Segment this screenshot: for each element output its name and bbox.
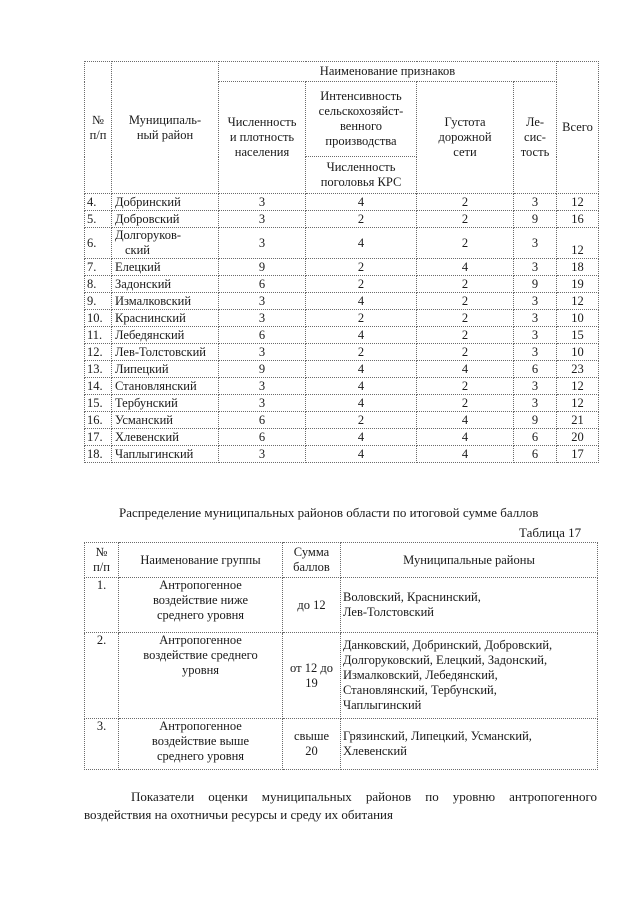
population-score: 3 bbox=[219, 310, 306, 327]
district-name: Усманский bbox=[112, 412, 219, 429]
roads-score: 4 bbox=[417, 446, 514, 463]
group-name: Антропогенное воздействие среднего уровня bbox=[119, 633, 283, 719]
population-score: 6 bbox=[219, 429, 306, 446]
table-row bbox=[85, 259, 599, 276]
header-roads: Густота дорожной сети bbox=[417, 82, 514, 194]
row-number: 7. bbox=[85, 259, 112, 276]
roads-score: 2 bbox=[417, 395, 514, 412]
roads-score: 2 bbox=[417, 327, 514, 344]
table-row bbox=[85, 276, 599, 293]
table-row bbox=[85, 429, 599, 446]
district-name: Чаплыгинский bbox=[112, 446, 219, 463]
roads-score: 2 bbox=[417, 228, 514, 259]
table-row bbox=[85, 578, 598, 633]
cattle-score: 2 bbox=[306, 344, 417, 361]
row-number: 15. bbox=[85, 395, 112, 412]
district-name: Задонский bbox=[112, 276, 219, 293]
forest-score: 3 bbox=[514, 344, 557, 361]
cattle-score: 4 bbox=[306, 194, 417, 211]
cattle-score: 4 bbox=[306, 429, 417, 446]
roads-score: 2 bbox=[417, 276, 514, 293]
total-score: 19 bbox=[557, 276, 599, 293]
district-name: Липецкий bbox=[112, 361, 219, 378]
row-number: 14. bbox=[85, 378, 112, 395]
district-name: Тербунский bbox=[112, 395, 219, 412]
group-districts: Данковский, Добринский, Добровский, Долгоруковский, Елецкий, Задонский, Измалковский, Лебедянский, Становлянский, Тербунский, Чаплыгинский bbox=[341, 633, 598, 719]
population-score: 3 bbox=[219, 344, 306, 361]
cattle-score: 2 bbox=[306, 276, 417, 293]
header-intensity: Интенсивность сельскохозяйст- венного производства bbox=[306, 82, 417, 157]
roads-score: 4 bbox=[417, 412, 514, 429]
header-num: № п/п bbox=[85, 62, 112, 194]
total-score: 18 bbox=[557, 259, 599, 276]
cattle-score: 2 bbox=[306, 412, 417, 429]
roads-score: 4 bbox=[417, 429, 514, 446]
group-districts: Грязинский, Липецкий, Усманский, Хлевенский bbox=[341, 719, 598, 770]
total-score: 12 bbox=[557, 293, 599, 310]
population-score: 3 bbox=[219, 395, 306, 412]
row-number: 16. bbox=[85, 412, 112, 429]
header-features: Наименование признаков bbox=[219, 62, 557, 82]
population-score: 3 bbox=[219, 211, 306, 228]
table-row bbox=[85, 293, 599, 310]
forest-score: 3 bbox=[514, 293, 557, 310]
header-cattle: Численность поголовья КРС bbox=[306, 157, 417, 194]
cattle-score: 2 bbox=[306, 259, 417, 276]
roads-score: 2 bbox=[417, 344, 514, 361]
groups-table bbox=[84, 542, 598, 770]
table-row bbox=[85, 344, 599, 361]
forest-score: 3 bbox=[514, 310, 557, 327]
header-district: Муниципаль- ный район bbox=[112, 62, 219, 194]
row-number: 6. bbox=[85, 228, 112, 259]
population-score: 3 bbox=[219, 228, 306, 259]
total-score: 21 bbox=[557, 412, 599, 429]
population-score: 6 bbox=[219, 327, 306, 344]
population-score: 6 bbox=[219, 276, 306, 293]
table-row bbox=[85, 211, 599, 228]
total-score: 17 bbox=[557, 446, 599, 463]
district-name: Елецкий bbox=[112, 259, 219, 276]
districts-scores-table bbox=[84, 61, 599, 463]
total-score: 20 bbox=[557, 429, 599, 446]
t2-header-num: № п/п bbox=[85, 543, 119, 578]
table-row bbox=[85, 412, 599, 429]
forest-score: 6 bbox=[514, 429, 557, 446]
forest-score: 6 bbox=[514, 361, 557, 378]
header-forest: Ле- сис- тость bbox=[514, 82, 557, 194]
group-score-range: свыше 20 bbox=[283, 719, 341, 770]
population-score: 6 bbox=[219, 412, 306, 429]
forest-score: 3 bbox=[514, 395, 557, 412]
forest-score: 6 bbox=[514, 446, 557, 463]
total-score: 15 bbox=[557, 327, 599, 344]
row-number: 11. bbox=[85, 327, 112, 344]
table-row bbox=[85, 446, 599, 463]
row-number: 9. bbox=[85, 293, 112, 310]
forest-score: 9 bbox=[514, 276, 557, 293]
population-score: 9 bbox=[219, 361, 306, 378]
group-name: Антропогенное воздействие выше среднего уровня bbox=[119, 719, 283, 770]
district-name: Хлевенский bbox=[112, 429, 219, 446]
group-number: 2. bbox=[85, 633, 119, 719]
row-number: 18. bbox=[85, 446, 112, 463]
row-number: 17. bbox=[85, 429, 112, 446]
table-row bbox=[85, 361, 599, 378]
body-paragraph: Показатели оценки муниципальных районов по уровню антропогенного воздействия на охотничьи ресурсы и среду их обитания bbox=[84, 789, 597, 822]
group-name: Антропогенное воздействие ниже среднего уровня bbox=[119, 578, 283, 633]
roads-score: 4 bbox=[417, 361, 514, 378]
total-score: 16 bbox=[557, 211, 599, 228]
row-number: 10. bbox=[85, 310, 112, 327]
district-name: Лев-Толстовский bbox=[112, 344, 219, 361]
forest-score: 3 bbox=[514, 378, 557, 395]
district-name: Становлянский bbox=[112, 378, 219, 395]
table-row bbox=[85, 633, 598, 719]
population-score: 3 bbox=[219, 293, 306, 310]
row-number: 4. bbox=[85, 194, 112, 211]
total-score: 12 bbox=[557, 228, 599, 259]
row-number: 8. bbox=[85, 276, 112, 293]
total-score: 23 bbox=[557, 361, 599, 378]
population-score: 3 bbox=[219, 446, 306, 463]
group-number: 3. bbox=[85, 719, 119, 770]
forest-score: 3 bbox=[514, 327, 557, 344]
table-caption: Распределение муниципальных районов области по итоговой сумме баллов bbox=[119, 505, 539, 520]
district-name: Добровский bbox=[112, 211, 219, 228]
cattle-score: 2 bbox=[306, 310, 417, 327]
table-row bbox=[85, 719, 598, 770]
group-districts: Воловский, Краснинский, Лев-Толстовский bbox=[341, 578, 598, 633]
table-label: Таблица 17 bbox=[519, 525, 582, 540]
roads-score: 2 bbox=[417, 293, 514, 310]
t2-header-districts: Муниципальные районы bbox=[341, 543, 598, 578]
row-number: 13. bbox=[85, 361, 112, 378]
table-row bbox=[85, 327, 599, 344]
forest-score: 3 bbox=[514, 194, 557, 211]
district-name: Краснинский bbox=[112, 310, 219, 327]
table-row bbox=[85, 194, 599, 211]
population-score: 3 bbox=[219, 194, 306, 211]
total-score: 12 bbox=[557, 395, 599, 412]
t2-header-sum: Сумма баллов bbox=[283, 543, 341, 578]
cattle-score: 4 bbox=[306, 446, 417, 463]
roads-score: 4 bbox=[417, 259, 514, 276]
roads-score: 2 bbox=[417, 211, 514, 228]
header-population: Численность и плотность населения bbox=[219, 82, 306, 194]
table-row bbox=[85, 228, 599, 259]
cattle-score: 4 bbox=[306, 378, 417, 395]
row-number: 5. bbox=[85, 211, 112, 228]
total-score: 10 bbox=[557, 310, 599, 327]
forest-score: 9 bbox=[514, 412, 557, 429]
t2-header-group: Наименование группы bbox=[119, 543, 283, 578]
cattle-score: 4 bbox=[306, 327, 417, 344]
roads-score: 2 bbox=[417, 194, 514, 211]
table-row bbox=[85, 378, 599, 395]
group-score-range: до 12 bbox=[283, 578, 341, 633]
table-row bbox=[85, 395, 599, 412]
total-score: 12 bbox=[557, 194, 599, 211]
forest-score: 3 bbox=[514, 228, 557, 259]
cattle-score: 4 bbox=[306, 395, 417, 412]
population-score: 3 bbox=[219, 378, 306, 395]
table-row bbox=[85, 310, 599, 327]
total-score: 10 bbox=[557, 344, 599, 361]
district-name: Долгоруков- ский bbox=[112, 228, 219, 259]
cattle-score: 4 bbox=[306, 361, 417, 378]
row-number: 12. bbox=[85, 344, 112, 361]
total-score: 12 bbox=[557, 378, 599, 395]
district-name: Лебедянский bbox=[112, 327, 219, 344]
header-total: Всего bbox=[557, 62, 599, 194]
group-score-range: от 12 до 19 bbox=[283, 633, 341, 719]
cattle-score: 4 bbox=[306, 228, 417, 259]
roads-score: 2 bbox=[417, 310, 514, 327]
roads-score: 2 bbox=[417, 378, 514, 395]
cattle-score: 4 bbox=[306, 293, 417, 310]
district-name: Добринский bbox=[112, 194, 219, 211]
group-number: 1. bbox=[85, 578, 119, 633]
forest-score: 3 bbox=[514, 259, 557, 276]
forest-score: 9 bbox=[514, 211, 557, 228]
population-score: 9 bbox=[219, 259, 306, 276]
district-name: Измалковский bbox=[112, 293, 219, 310]
cattle-score: 2 bbox=[306, 211, 417, 228]
